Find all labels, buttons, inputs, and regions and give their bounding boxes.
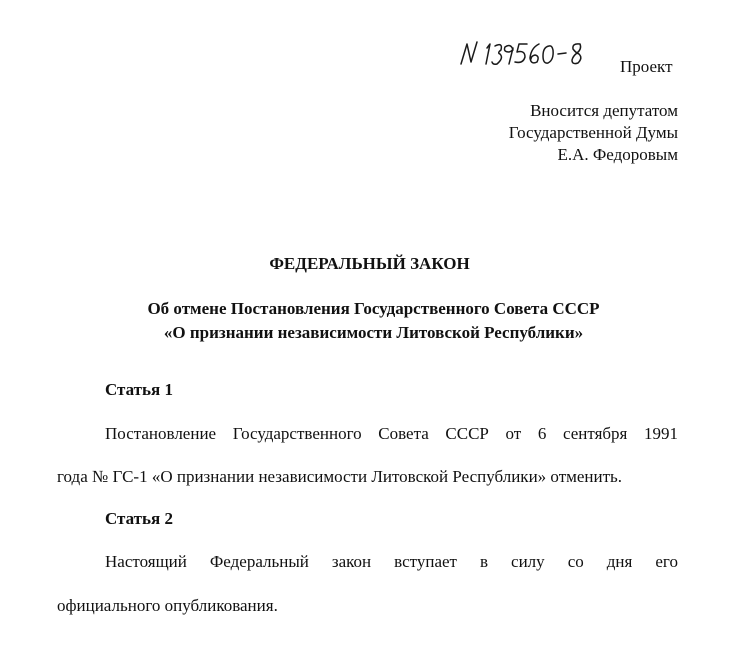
article-2-paragraph-line-1 bbox=[105, 552, 678, 572]
justified-text-line bbox=[105, 552, 678, 572]
paragraph-word: Совета bbox=[378, 424, 429, 443]
subtitle-line: «О признании независимости Литовской Республики» bbox=[163, 323, 584, 342]
article-2-heading: Статья 2 bbox=[105, 509, 173, 528]
article-1-heading: Статья 1 bbox=[105, 380, 173, 399]
paragraph-word: со bbox=[567, 552, 584, 571]
submitter-name: Е.А. Федоровым bbox=[557, 145, 678, 164]
article-2-paragraph-line-2: официального опубликования. bbox=[57, 596, 278, 615]
paragraph-word: его bbox=[655, 552, 678, 571]
paragraph-word: в bbox=[479, 552, 489, 571]
document-subtitle bbox=[0, 297, 733, 345]
paragraph-word: Государственного bbox=[232, 424, 362, 443]
paragraph-word: 6 bbox=[537, 424, 547, 443]
submitter-block bbox=[509, 100, 678, 166]
article-1-paragraph-line-1 bbox=[105, 424, 678, 444]
paragraph-word: дня bbox=[606, 552, 633, 571]
paragraph-word: Настоящий bbox=[105, 552, 187, 571]
paragraph-word: силу bbox=[511, 552, 545, 571]
subtitle-line: Об отмене Постановления Государственного Совета СССР bbox=[147, 299, 600, 318]
article-1-paragraph-line-2: года № ГС-1 «О признании независимости Литовской Республики» отменить. bbox=[57, 467, 623, 486]
paragraph-word: вступает bbox=[394, 552, 457, 571]
draft-stamp: Проект bbox=[620, 57, 673, 76]
paragraph-word: от bbox=[505, 424, 522, 443]
paragraph-word: СССР bbox=[445, 424, 489, 443]
paragraph-word: Постановление bbox=[105, 424, 217, 443]
document-title: ФЕДЕРАЛЬНЫЙ ЗАКОН bbox=[269, 254, 470, 273]
paragraph-word: 1991 bbox=[643, 424, 678, 443]
paragraph-word: Федеральный bbox=[209, 552, 309, 571]
paragraph-word: сентября bbox=[562, 424, 628, 443]
submitter-line: Государственной Думы bbox=[508, 123, 678, 142]
justified-text-line bbox=[105, 424, 678, 444]
paragraph-word: закон bbox=[331, 552, 372, 571]
handwritten-registration-number bbox=[455, 38, 595, 72]
submitter-line: Вносится депутатом bbox=[530, 101, 678, 120]
